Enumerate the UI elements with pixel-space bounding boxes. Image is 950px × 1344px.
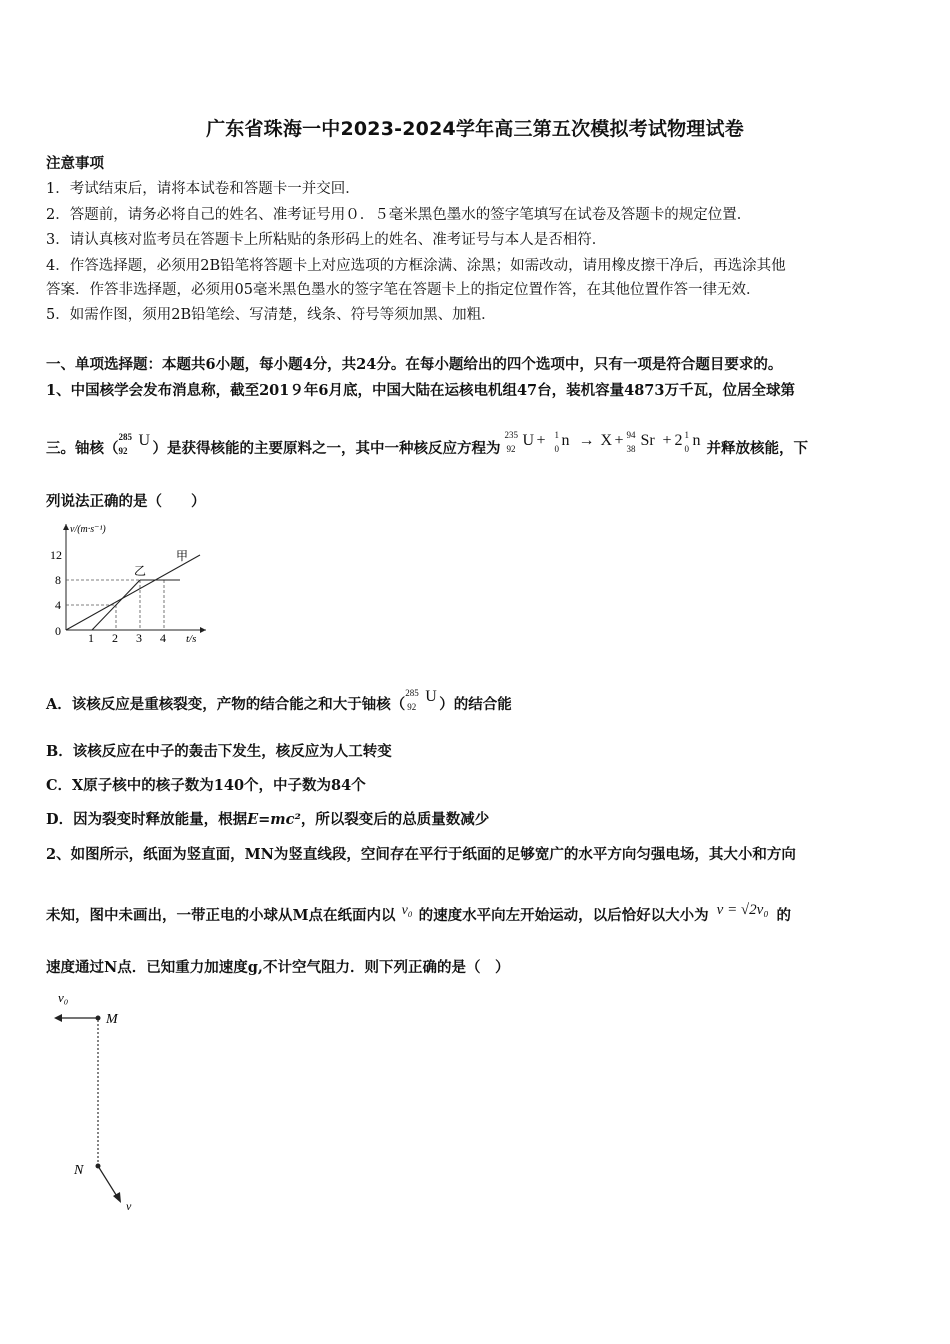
vt-graph — [44, 518, 214, 648]
section-heading: 一、单项选择题：本题共6小题，每小题4分，共24分。在每小题给出的四个选项中，只有一项是符合题目要求的。 — [46, 356, 783, 373]
fig-n-label: N — [74, 1163, 84, 1178]
y-tick-8: 8 — [55, 573, 61, 587]
notice-item-4: 4．作答选择题，必须用2B铅笔将答题卡上对应选项的方框涂满、涂黑；如需改动，请用橡皮擦干净后，再选涂其他 — [46, 258, 786, 274]
q2-line3: 速度通过N点．已知重力加速度g,不计空气阻力．则下列正确的是（ ） — [46, 959, 510, 976]
v0-arrow-head — [54, 1014, 62, 1022]
x-tick-2: 2 — [112, 631, 118, 645]
label-yi: 乙 — [134, 564, 147, 578]
q2-line2 — [46, 904, 791, 925]
y-tick-4: 4 — [55, 598, 61, 612]
reaction-equation: 235 92 U + 1 0 n → X + 94 38 Sr + 2 1 0 n — [504, 430, 701, 454]
q1-line2 — [46, 430, 808, 460]
notice-item-5: 5．如需作图，须用2B铅笔绘、写清楚，线条、符号等须加黑、加粗． — [46, 307, 496, 323]
option-d-text-end: ，所以裂变后的总质量数减少 — [300, 811, 490, 828]
option-c[interactable]: C．X原子核中的核子数为140个，中子数为84个 — [46, 777, 366, 794]
q2-line2-a: 未知，图中未画出，一带正电的小球从M点在纸面内以 — [46, 907, 396, 924]
q1-line2-a: 三。铀核（ — [46, 440, 119, 457]
option-a-isotope: 285 92 U — [405, 688, 437, 712]
q1-line1: 1、中国核学会发布消息称，截至201９年6月底，中国大陆在运核电机组47台，装机容量4873万千瓦，位居全球第 — [46, 382, 795, 399]
option-a-text: A．该核反应是重核裂变，产物的结合能之和大于铀核（ — [46, 696, 406, 713]
q2-v-formula: v = √2v₀ — [716, 902, 769, 918]
fig-m-label: M — [106, 1012, 118, 1027]
option-b[interactable]: B．该核反应在中子的轰击下发生，核反应为人工转变 — [46, 743, 392, 760]
series-jia-line — [66, 555, 200, 630]
notice-heading: 注意事项 — [46, 155, 104, 172]
x-tick-1: 1 — [88, 631, 94, 645]
q1-line2-c: 并释放核能，下 — [706, 440, 808, 457]
v-arrow-head — [113, 1192, 121, 1203]
v-arrow-line — [98, 1166, 118, 1198]
y-tick-0: 0 — [55, 624, 61, 638]
mn-figure — [44, 984, 164, 1216]
notice-item-4-cont: 答案．作答非选择题，必须用05毫米黑色墨水的签字笔在答题卡上的指定位置作答，在其他位置作答一律无效． — [46, 282, 761, 298]
option-d-text: D．因为裂变时释放能量，根据 — [46, 811, 248, 828]
option-a[interactable] — [46, 688, 512, 716]
label-jia: 甲 — [176, 549, 189, 563]
option-d-formula: E=mc² — [247, 811, 301, 828]
option-d[interactable] — [46, 808, 489, 829]
x-axis-arrow — [200, 627, 206, 633]
y-axis-label: v/(m·s⁻¹) — [70, 524, 106, 535]
q2-line2-c: 的 — [776, 907, 792, 924]
page-title: 广东省珠海一中2023-2024学年高三第五次模拟考试物理试卷 — [206, 118, 744, 140]
y-tick-12: 12 — [50, 548, 62, 562]
notice-item-1: 1．考试结束后，请将本试卷和答题卡一并交回． — [46, 181, 360, 197]
option-a-text-end: ）的结合能 — [439, 696, 512, 713]
fig-v0-label: v₀ — [58, 990, 69, 1005]
x-tick-3: 3 — [136, 631, 142, 645]
q2-v0-symbol: v₀ — [401, 903, 413, 918]
x-axis-label: t/s — [186, 633, 197, 645]
y-axis-arrow — [63, 524, 69, 530]
q2-line1: 2、如图所示，纸面为竖直面，MN为竖直线段，空间存在平行于纸面的足够宽广的水平方向匀强电场，其大小和方向 — [46, 846, 796, 863]
x-tick-4: 4 — [160, 631, 166, 645]
notice-item-2: 2．答题前，请务必将自己的姓名、准考证号用０．５毫米黑色墨水的签字笔填写在试卷及答题卡的规定位置． — [46, 207, 752, 223]
q1-line2-b: ）是获得核能的主要原料之一，其中一种核反应方程为 — [152, 440, 501, 457]
notice-item-3: 3．请认真核对监考员在答题卡上所粘贴的条形码上的姓名、准考证号与本人是否相符． — [46, 232, 607, 248]
q2-line2-b: 的速度水平向左开始运动，以后恰好以大小为 — [418, 907, 709, 924]
point-m — [96, 1016, 101, 1021]
uranium-isotope: 285 92 U — [118, 432, 151, 456]
q1-line3: 列说法正确的是（ ） — [46, 493, 206, 510]
fig-v-label: v — [126, 1199, 132, 1213]
